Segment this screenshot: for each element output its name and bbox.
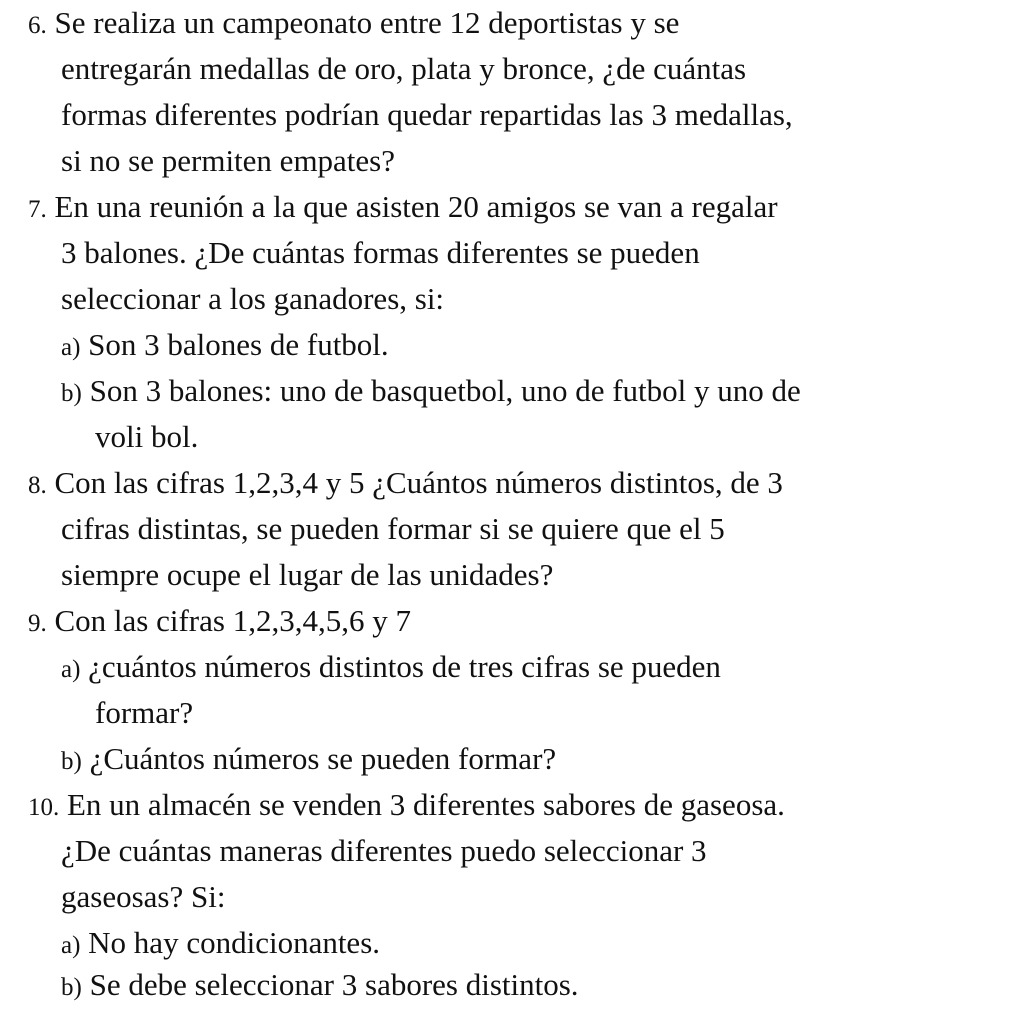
part-text: ¿Cuántos números se pueden formar?: [89, 741, 557, 776]
problem-number: 10.: [28, 794, 60, 821]
part-label: b): [61, 380, 82, 407]
problem-7-part-a: [61, 322, 389, 368]
part-label: b): [61, 748, 82, 775]
problem-6-line-4: si no se permiten empates?: [61, 143, 396, 178]
problem-text: En una reunión a la que asisten 20 amigos se van a regalar: [54, 189, 778, 224]
problem-8-line-1: [28, 460, 783, 506]
problem-7-part-b: [61, 368, 801, 414]
problem-8-line-3: siempre ocupe el lugar de las unidades?: [61, 557, 554, 592]
problem-7-line-1: [28, 184, 778, 230]
problem-8-line-2: cifras distintas, se pueden formar si se quiere que el 5: [61, 511, 725, 546]
problem-6-line-1: [28, 0, 679, 46]
problem-10-part-a: [61, 920, 380, 966]
problem-9-part-a: [61, 644, 721, 690]
problem-10-line-1: [28, 782, 785, 828]
problem-10-line-3: gaseosas? Si:: [61, 879, 226, 914]
problem-7-part-b-line-2: voli bol.: [95, 419, 199, 454]
part-label: a): [61, 334, 81, 361]
problem-6-line-2: entregarán medallas de oro, plata y bronce, ¿de cuántas: [61, 51, 747, 86]
problem-number: 8.: [28, 472, 47, 499]
problem-text: En un almacén se venden 3 diferentes sabores de gaseosa.: [67, 787, 785, 822]
problem-10-part-b: [61, 962, 579, 1008]
part-label: a): [61, 932, 81, 959]
part-text: Son 3 balones: uno de basquetbol, uno de futbol y uno de: [89, 373, 801, 408]
part-label: a): [61, 656, 81, 683]
problem-7-line-3: seleccionar a los ganadores, si:: [61, 281, 445, 316]
part-text: No hay condicionantes.: [88, 925, 381, 960]
problem-10-line-2: ¿De cuántas maneras diferentes puedo seleccionar 3: [61, 833, 707, 868]
part-text: Se debe seleccionar 3 sabores distintos.: [89, 967, 579, 1002]
problem-6-line-3: formas diferentes podrían quedar repartidas las 3 medallas,: [61, 97, 793, 132]
problem-text: Con las cifras 1,2,3,4,5,6 y 7: [54, 603, 411, 638]
problem-number: 6.: [28, 12, 47, 39]
problem-text: Con las cifras 1,2,3,4 y 5 ¿Cuántos números distintos, de 3: [54, 465, 783, 500]
problem-9-part-b: [61, 736, 556, 782]
problem-number: 7.: [28, 196, 47, 223]
problem-9-line-1: [28, 598, 411, 644]
problem-9-part-a-line-2: formar?: [95, 695, 194, 730]
problem-text: Se realiza un campeonato entre 12 deportistas y se: [54, 5, 680, 40]
part-text: Son 3 balones de futbol.: [88, 327, 389, 362]
part-text: ¿cuántos números distintos de tres cifras se pueden: [88, 649, 721, 684]
problem-7-line-2: 3 balones. ¿De cuántas formas diferentes se pueden: [61, 235, 700, 270]
problem-number: 9.: [28, 610, 47, 637]
part-label: b): [61, 974, 82, 1001]
